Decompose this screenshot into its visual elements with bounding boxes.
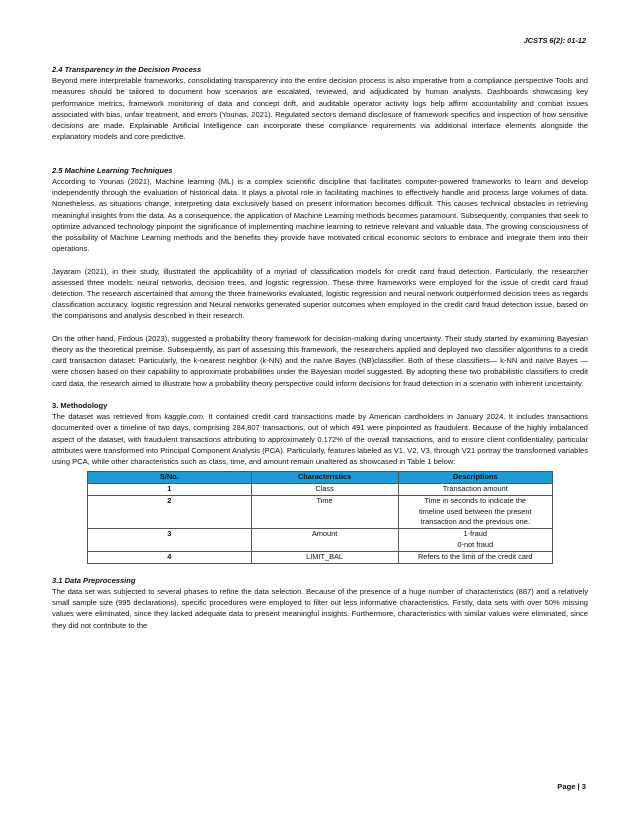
section-3-heading: 3. Methodology <box>52 401 108 411</box>
section-2-5-heading: 2.5 Machine Learning Techniques <box>52 165 173 175</box>
table-header-sno: S/No. <box>88 472 252 484</box>
table-cell-sno: 2 <box>88 495 252 528</box>
table-cell-description <box>398 529 553 552</box>
table-header-characteristics: Characteristics <box>251 472 398 484</box>
kaggle-link[interactable]: kaggle.com. <box>164 412 206 422</box>
table-cell-sno: 4 <box>88 551 252 563</box>
table-cell-characteristic: LIMIT_BAL <box>251 551 398 563</box>
section-3-text-post: It contained credit card transactions made by American cardholders in January 2024. It includes transactions documented over a timeline of two days, comprising 284,807 transactions, out of which 491 were pinpointed as fraudulent. Because of the highly imbalanced aspect of the dataset, with fraudulent transactions attributing to approximately 0.172% of the overall transactions, and to ensure client confidentiality, particular attributes were transformed into Principal Component Analysis (PCA). Particularly, features labeled as V1, V2, V3, through V21 portray the transformed variables using PCA, while other characteristics such as class, time, and amount remain unaltered as showcased in Table 1 below: <box>52 412 589 467</box>
description-line: Transaction amount <box>442 484 508 494</box>
table-cell-characteristic: Amount <box>251 529 398 552</box>
description-line: Time in seconds to indicate the <box>424 495 527 505</box>
table-row <box>88 495 553 528</box>
table-row <box>88 529 553 552</box>
table-cell-description <box>398 484 553 496</box>
description-line: transaction and the previous one. <box>420 517 530 527</box>
section-3-1-heading: 3.1 Data Preprocessing <box>52 575 136 585</box>
table-cell-characteristic: Class <box>251 484 398 496</box>
page-number: Page | 3 <box>557 782 586 791</box>
description-line: Refers to the limit of the credit card <box>417 551 533 561</box>
section-3-paragraph <box>52 411 588 467</box>
table-cell-sno: 3 <box>88 529 252 552</box>
content <box>52 64 588 631</box>
spacer <box>52 154 588 165</box>
table-row <box>88 484 553 496</box>
table-cell-characteristic: Time <box>251 495 398 528</box>
section-2-4-heading: 2.4 Transparency in the Decision Process <box>52 65 202 74</box>
table-cell-description <box>398 495 553 528</box>
description-line: timeline used between the present <box>418 506 532 516</box>
table-header-descriptions: Descriptions <box>398 472 553 484</box>
table-row <box>88 551 553 563</box>
section-3-1-paragraph: The data set was subjected to several phases to refine the data selection. Because of the presence of a huge number of characteristics (887) and a relatively small sample size (995 declarations), specific procedures were employed to filter out less informative characteristics. Firstly, data sets with over 50% missing values were eliminated, since they lacked adequate data to present meaningful insights. Furthermore, characteristics with similar values were eliminated, since they did not contribute to the <box>52 587 588 630</box>
description-line: 0-not fraud <box>457 540 494 550</box>
section-2-4-paragraph: Beyond mere interpretable frameworks, consolidating transparency into the entire decision process is also imperative from a compliance perspective Tools and measures should be tailored to document how scenarios are escalated, reviewed, and adjudicated by human analysts. Dashboards showcasing key performance metrics, framework monitoring of data and concept drift, and auditable operator activity logs help affirm accountability and combat issues associated with bias, unfair treatment, and errors (Younas, 2021). Regulated sectors demand disclosure of framework specifics and inspection of how sensitive decisions are made. Explainable Artificial Intelligence can incorporate these compliance requirements via additional interface elements alongside the explanatory models and core predictive. <box>52 76 588 142</box>
journal-header: JCSTS 6(2): 01-12 <box>523 36 586 45</box>
section-2-5-paragraph-3: On the other hand, Firdous (2023), suggested a probability theory framework for decision-making during uncertainty. Their study started by examining Bayesian theory as the theoretical premise. Subsequently, as part of assessing this framework, the researchers applied and deployed two classifier algorithms to a credit card transaction dataset: Particularly, the k-nearest neighbor (k-NN) and the naïve Bayes (NB)classifier. Both of these classifiers— k-NN and naïve Bayes —were chosen based on their capability to approximate probabilities under the Bayesian model suggested. By adopting these two probabilistic classifiers to credit card data, the research aimed to illustrate how a probability theory perspective could inform decisions for fraud detection in a scenario with inherent uncertainty. <box>52 333 588 388</box>
table-header-row <box>88 472 553 484</box>
table-cell-sno: 1 <box>88 484 252 496</box>
section-3-text-pre: The dataset was retrieved from <box>52 412 165 422</box>
spacer <box>52 564 588 575</box>
section-2-5-paragraph-1: According to Younas (2021), Machine learning (ML) is a complex scientific discipline that facilitates computer-powered frameworks to learn and develop independently through the evaluation of historical data. It plays a pivotal role in facilitating machines to effectively handle and process large volumes of data. Nonetheless, as situations change, interpreting data exclusively based on present information becomes difficult. This causes technical obstacles in retrieving meaningful insights from the data. As a consequence, the application of Machine Learning methods becomes paramount. Subsequently, companies that seek to optimize advanced technology pinpoint the significance of implementing machine learning to retrieve relevant and valuable data. The growing consciousness of the possibility of Machine Learning methods and the benefits they provide have motivated critical economic sectors to embrace and integrate them into their operations. <box>52 177 588 254</box>
section-2-5-paragraph-2: Jayaram (2021), in their study, illustrated the applicability of a myriad of classification models for credit card fraud detection. Particularly, the researcher assessed three models: neural networks, decision trees, and logistic regression. These three frameworks were employed for the issue of credit card fraud detection. The research ascertained that among the three frameworks evaluated, logistic regression and neural network outperformed decision trees as regards classification accuracy. logistic regression and Neural networks generated superior outcomes when employed in the credit card fraud detection issue, based on the comparisons and analysis described in their research. <box>52 266 588 321</box>
description-line: 1-fraud <box>463 529 487 539</box>
table-cell-description <box>398 551 553 563</box>
table-1 <box>87 471 553 563</box>
